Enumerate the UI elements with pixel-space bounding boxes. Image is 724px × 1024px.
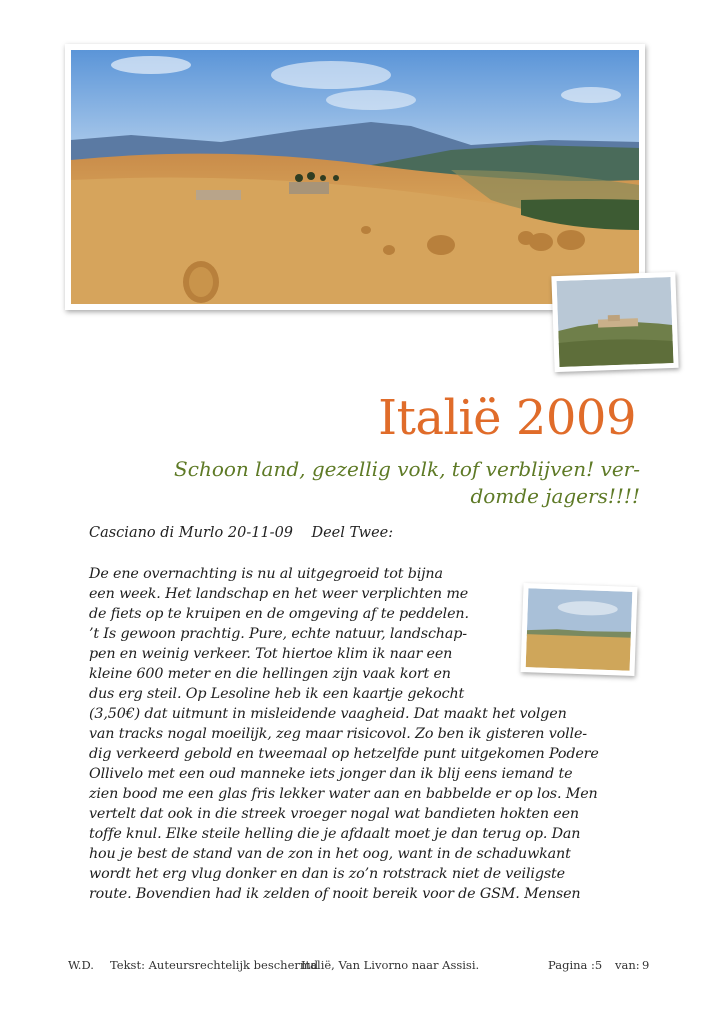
wheat-field-image: [526, 588, 633, 671]
hero-landscape-photo: [65, 44, 645, 310]
footer-page-number: :5: [591, 958, 603, 972]
footer-author: W.D.: [68, 958, 94, 972]
wheat-field-photo: [520, 583, 637, 676]
body-line: wordt het erg vlug donker en dan is zo’n rotstrack niet de veiligste: [89, 866, 565, 882]
body-line: toffe knul. Elke steile helling die je afdaalt moet je dan terug op. Dan: [89, 826, 581, 842]
body-line: een week. Het landschap en het weer verplichten me: [89, 586, 469, 602]
body-line: hou je best de stand van de zon in het oog, want in de schaduwkant: [89, 846, 571, 862]
body-line: Ollivelo met een oud manneke iets jonger dan ik blij eens iemand te: [89, 766, 573, 782]
page-title: Italië 2009: [378, 390, 636, 446]
dateline: Casciano di Murlo 20-11-09 Deel Twee:: [89, 525, 394, 541]
footer-total-pages: 9: [642, 958, 650, 972]
hilltop-town-image: [557, 277, 674, 367]
hilltop-town-photo: [551, 272, 678, 372]
body-line: kleine 600 meter en die hellingen zijn vaak kort en: [89, 666, 451, 682]
footer-copyright: Tekst: Auteursrechtelijk beschermd: [110, 958, 319, 972]
subtitle-line: Schoon land, gezellig volk, tof verblijven! ver-: [174, 457, 640, 481]
body-line: dus erg steil. Op Lesoline heb ik een kaartje gekocht: [89, 686, 465, 702]
body-line: (3,50€) dat uitmunt in misleidende vaagheid. Dat maakt het volgen: [89, 706, 567, 722]
body-line: vertelt dat ook in die streek vroeger nogal wat bandieten hokten een: [89, 806, 579, 822]
footer-page-label: Pagina: [548, 958, 588, 972]
body-line: pen en weinig verkeer. Tot hiertoe klim ik naar een: [89, 646, 453, 662]
footer-of-label: van:: [615, 958, 640, 972]
tuscan-landscape-image: [71, 50, 639, 304]
body-line: zien bood me een glas fris lekker water aan en babbelde er op los. Men: [89, 786, 598, 802]
body-line: route. Bovendien had ik zelden of nooit bereik voor de GSM. Mensen: [89, 886, 581, 902]
page-subtitle: [130, 456, 640, 510]
body-line: van tracks nogal moeilijk, zeg maar risicovol. Zo ben ik gisteren volle-: [89, 726, 587, 742]
body-line: De ene overnachting is nu al uitgegroeid tot bijna: [89, 566, 443, 582]
body-line: de fiets op te kruipen en de omgeving af te peddelen.: [89, 606, 469, 622]
body-line: ’t Is gewoon prachtig. Pure, echte natuur, landschap-: [89, 626, 467, 642]
body-line: dig verkeerd gebold en tweemaal op hetzelfde punt uitgekomen Podere: [89, 746, 599, 762]
footer-doc-title: Italië, Van Livorno naar Assisi.: [301, 958, 480, 972]
subtitle-line: domde jagers!!!!: [470, 484, 640, 508]
